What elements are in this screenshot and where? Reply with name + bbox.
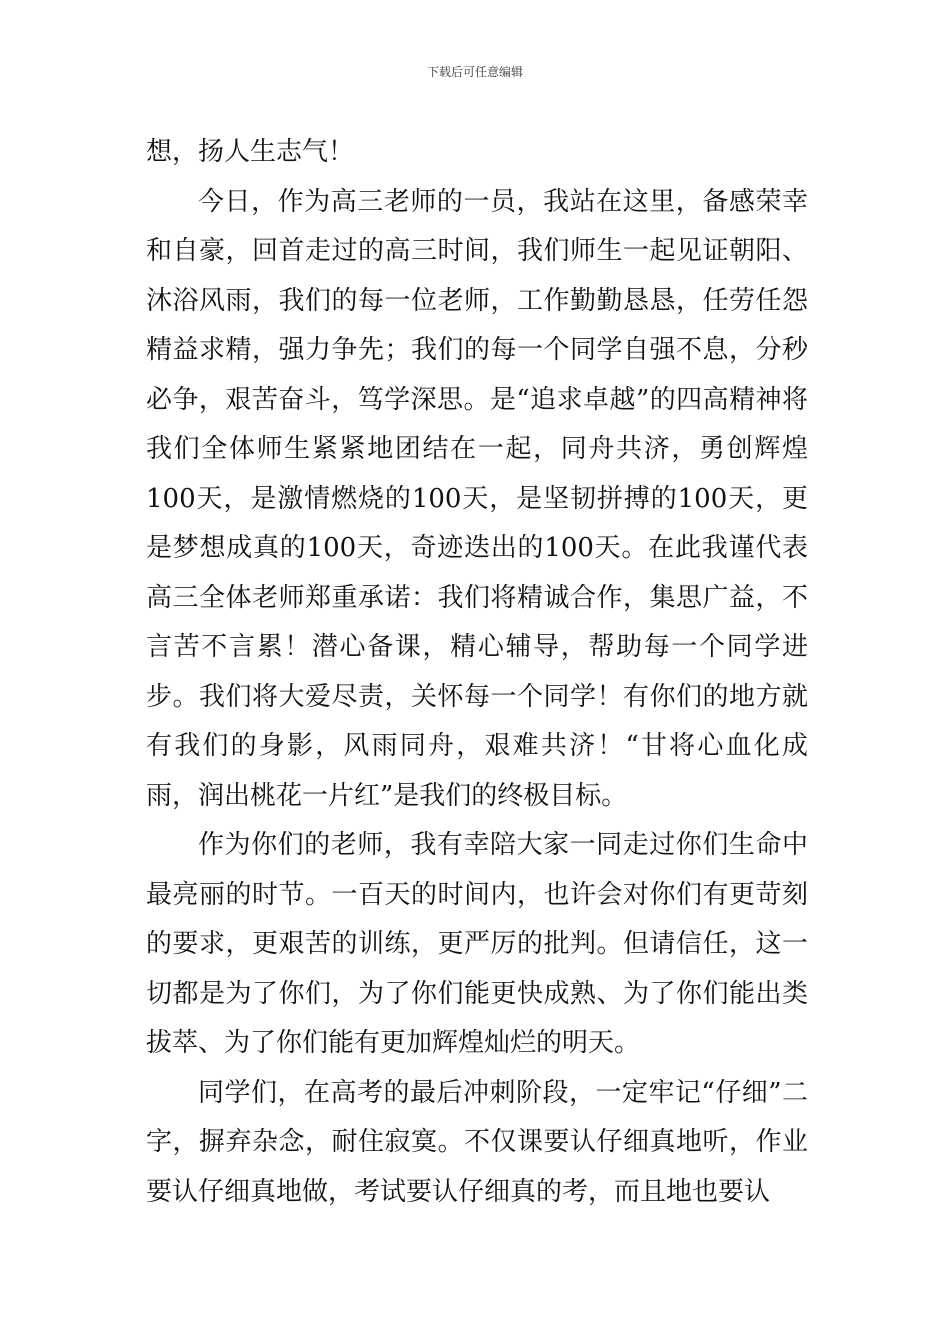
document-body	[146, 128, 808, 1217]
page-header: 下载后可任意编辑	[426, 65, 523, 79]
paragraph-4: 同学们，在高考的最后冲刺阶段，一定牢记“仔细”二字，摒弃杂念，耐住寂寞。不仅课要认仔细真地听，作业要认仔细真地做，考试要认仔细真的考，而且地也要认	[146, 1077, 808, 1207]
paragraph-3: 作为你们的老师，我有幸陪大家一同走过你们生命中最亮丽的时节。一百天的时间内，也许会对你们有更苛刻的要求，更艰苦的训练，更严厉的批判。但请信任，这一切都是为了你们，为了你们能更快成熟、为了你们能出类拔萃、为了你们能有更加辉煌灿烂的明天。	[146, 830, 808, 1058]
paragraph-2: 今日，作为高三老师的一员，我站在这里，备感荣幸和自豪，回首走过的高三时间，我们师生一起见证朝阳、沐浴风雨，我们的每一位老师，工作勤勤恳恳，任劳任怨精益求精，强力争先；我们的每一个同学自强不息，分秒必争，艰苦奋斗，笃学深思。是“追求卓越”的四高精神将我们全体师生紧紧地团结在一起，同舟共济，勇创辉煌100天，是激情燃烧的100天，是坚韧拼搏的100天，更是梦想成真的100天，奇迹迭出的100天。在此我谨代表高三全体老师郑重承诺：我们将精诚合作，集思广益，不言苦不言累！潜心备课，精心辅导，帮助每一个同学进步。我们将大爱尽责，关怀每一个同学！有你们的地方就有我们的身影，风雨同舟，艰难共济！“甘将心血化成雨，润出桃花一片红”是我们的终极目标。	[146, 186, 808, 811]
paragraph-1: 想，扬人生志气！	[146, 137, 355, 167]
